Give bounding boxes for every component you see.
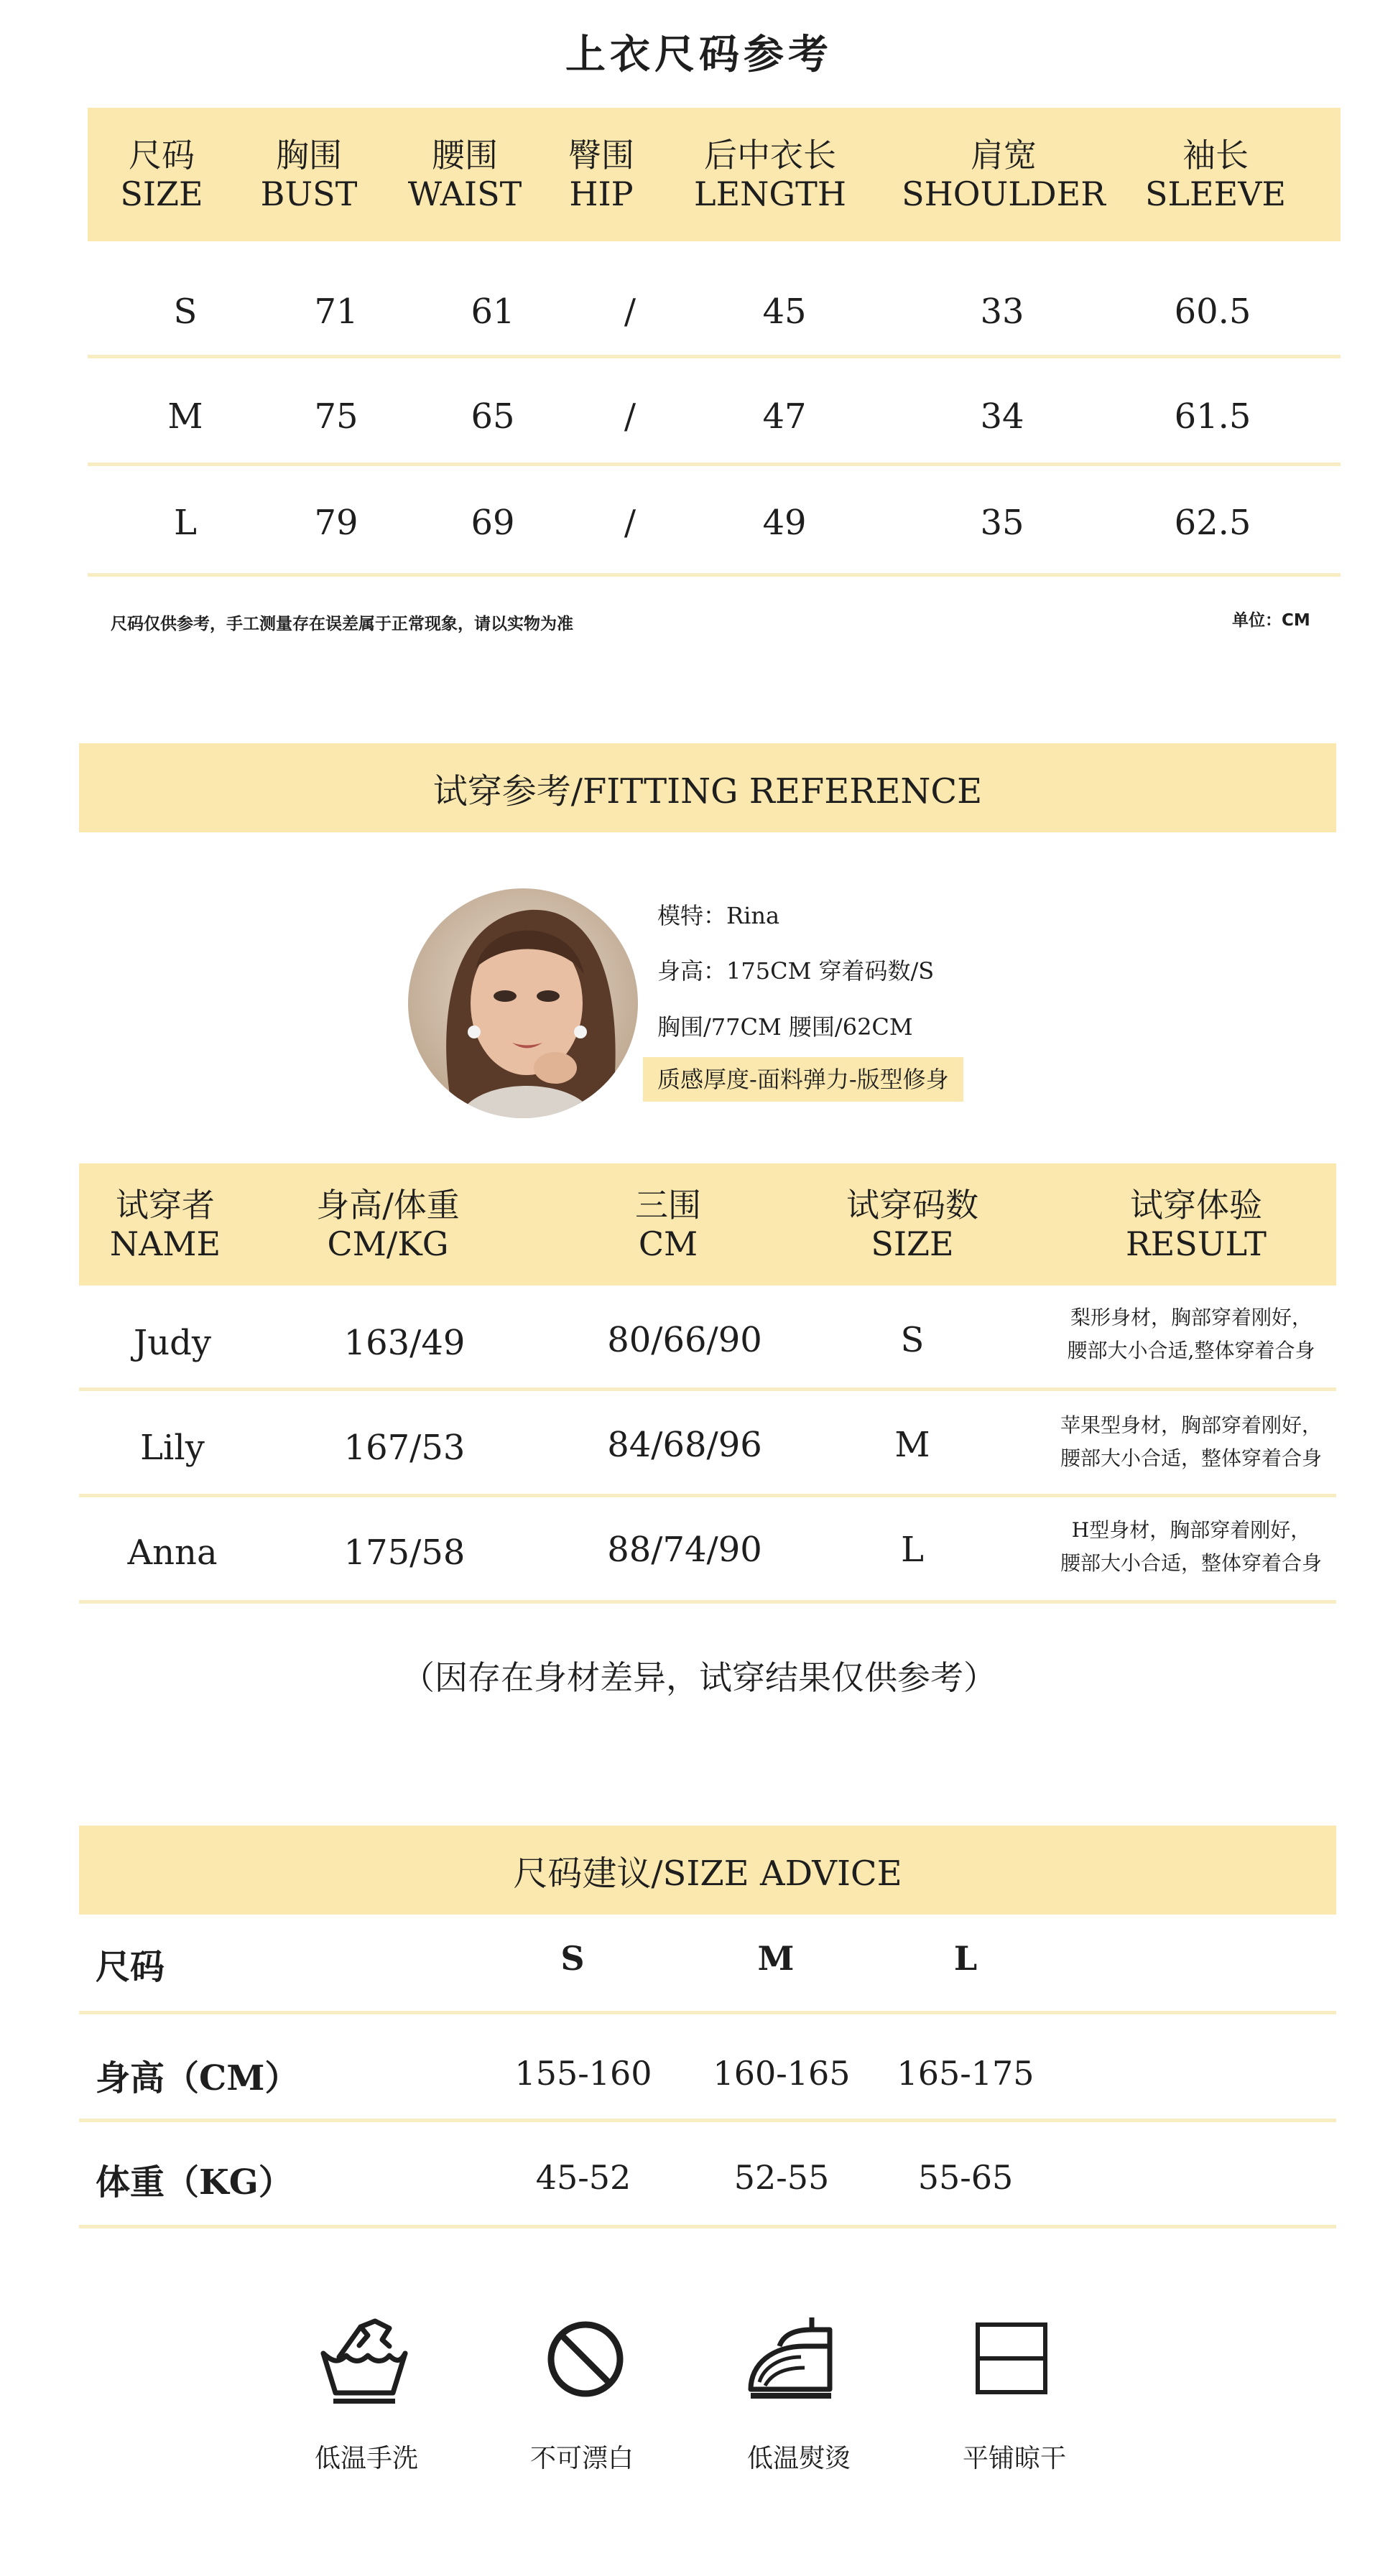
cell-length: 49 (762, 503, 807, 543)
advice-band: 尺码建议/SIZE ADVICE (79, 1826, 1336, 1915)
advice-height-m: 160-165 (713, 2054, 851, 2093)
row-divider (88, 355, 1341, 358)
cell-measurements: 84/68/96 (607, 1425, 762, 1465)
cell-result (1060, 1514, 1322, 1580)
cell-shoulder: 33 (980, 292, 1024, 332)
result-line: 苹果型身材，胸部穿着刚好， (1060, 1413, 1323, 1437)
header-size-en: SIZE (120, 175, 203, 213)
advice-height-s: 155-160 (514, 2054, 652, 2093)
header-bust (244, 108, 374, 241)
cell-size: L (174, 503, 197, 543)
cell-hip: / (624, 396, 636, 437)
header-size (108, 108, 216, 241)
cell-waist: 61 (471, 292, 515, 332)
header-name (86, 1163, 244, 1285)
cell-size: L (901, 1530, 924, 1570)
advice-size-s: S (560, 1939, 585, 1978)
row-divider (79, 2011, 1336, 2014)
cell-waist: 69 (471, 503, 515, 543)
header-result-en: RESULT (1126, 1224, 1267, 1263)
header-hip-zh: 臀围 (568, 136, 634, 175)
cell-size: M (894, 1425, 930, 1465)
header-length-zh: 后中衣长 (704, 136, 836, 175)
header-length (684, 108, 856, 241)
row-divider (88, 462, 1341, 466)
cell-bust: 79 (314, 503, 358, 543)
row-divider (79, 1494, 1336, 1497)
advice-weight-m: 52-55 (733, 2158, 830, 2197)
cell-size: M (167, 396, 203, 437)
hand-wash-icon (318, 2314, 411, 2407)
header-try-size (833, 1163, 991, 1285)
header-waist-en: WAIST (407, 175, 522, 213)
advice-weight-l: 55-65 (917, 2158, 1014, 2197)
row-divider (79, 1387, 1336, 1391)
cell-name: Judy (134, 1323, 211, 1363)
header-try-size-zh: 试穿码数 (846, 1186, 978, 1224)
cell-height-weight: 175/58 (343, 1533, 466, 1573)
cell-name: Lily (140, 1428, 205, 1468)
fitting-header (79, 1163, 1336, 1285)
header-waist-zh: 腰围 (432, 136, 498, 175)
cell-length: 45 (762, 292, 807, 332)
dry-flat-icon (973, 2314, 1067, 2407)
row-divider (79, 1600, 1336, 1604)
header-try-size-en: SIZE (871, 1224, 954, 1263)
cell-shoulder: 35 (980, 503, 1024, 543)
cell-sleeve: 60.5 (1174, 292, 1251, 332)
unit-label: 单位：CM (1232, 611, 1310, 630)
fitting-band: 试穿参考/FITTING REFERENCE (79, 743, 1336, 832)
result-line: 梨形身材，胸部穿着刚好， (1070, 1306, 1312, 1329)
header-bust-en: BUST (260, 175, 358, 213)
cell-sleeve: 62.5 (1174, 503, 1251, 543)
header-sleeve-en: SLEEVE (1144, 175, 1287, 213)
header-name-zh: 试穿者 (116, 1186, 215, 1224)
advice-height-l: 165-175 (897, 2054, 1034, 2093)
header-measurements-zh: 三围 (635, 1186, 701, 1224)
cell-name: Anna (127, 1533, 218, 1573)
header-height-weight (295, 1163, 481, 1285)
cell-sleeve: 61.5 (1174, 396, 1251, 437)
model-height: 身高：175CM 穿着码数/S (657, 957, 935, 985)
cell-size: S (900, 1320, 925, 1360)
size-chart-title: 上衣尺码参考 (565, 31, 833, 78)
result-line: H型身材，胸部穿着刚好， (1071, 1518, 1311, 1542)
advice-label-height: 身高（CM） (96, 2058, 300, 2098)
row-divider (79, 2119, 1336, 2122)
row-divider (79, 2225, 1336, 2228)
header-shoulder-zh: 肩宽 (971, 136, 1037, 175)
cell-bust: 71 (314, 292, 358, 332)
cell-hip: / (624, 503, 636, 543)
size-note: 尺码仅供参考，手工测量存在误差属于正常现象，请以实物为准 (111, 615, 573, 633)
low-iron-label: 低温熨烫 (746, 2444, 851, 2473)
header-sleeve-zh: 袖长 (1182, 136, 1249, 175)
header-height-weight-zh: 身高/体重 (316, 1186, 460, 1224)
header-height-weight-en: CM/KG (327, 1224, 449, 1263)
header-sleeve (1137, 108, 1295, 241)
header-waist (397, 108, 533, 241)
row-divider (88, 573, 1341, 577)
hand-wash-label: 低温手洗 (314, 2444, 419, 2473)
cell-shoulder: 34 (980, 396, 1024, 437)
advice-weight-s: 45-52 (535, 2158, 631, 2197)
header-result-zh: 试穿体验 (1130, 1186, 1262, 1224)
cell-size: S (173, 292, 198, 332)
model-name: 模特：Rina (657, 902, 780, 929)
header-measurements (596, 1163, 740, 1285)
fitting-disclaimer: （因存在身材差异，试穿结果仅供参考） (402, 1658, 996, 1697)
no-bleach-icon (540, 2314, 634, 2407)
cell-result (1068, 1301, 1315, 1367)
header-name-en: NAME (109, 1224, 221, 1263)
cell-result (1060, 1409, 1322, 1475)
result-line: 腰部大小合适，整体穿着合身 (1060, 1551, 1323, 1575)
header-size-zh: 尺码 (129, 136, 195, 175)
model-tag: 质感厚度-面料弹力-版型修身 (643, 1057, 963, 1102)
low-iron-icon (744, 2314, 837, 2407)
result-line: 腰部大小合适,整体穿着合身 (1067, 1339, 1315, 1362)
advice-size-l: L (953, 1939, 978, 1978)
cell-measurements: 88/74/90 (607, 1530, 762, 1570)
advice-label-size: 尺码 (96, 1947, 165, 1987)
header-hip-en: HIP (569, 175, 634, 213)
size-chart-header (88, 108, 1341, 241)
result-line: 腰部大小合适，整体穿着合身 (1060, 1446, 1323, 1470)
header-measurements-en: CM (638, 1224, 698, 1263)
header-shoulder (896, 108, 1111, 241)
header-length-en: LENGTH (694, 175, 846, 213)
model-avatar (408, 888, 638, 1118)
header-shoulder-en: SHOULDER (902, 175, 1106, 213)
cell-bust: 75 (314, 396, 358, 437)
advice-label-weight: 体重（KG） (96, 2162, 293, 2203)
cell-waist: 65 (471, 396, 515, 437)
advice-size-m: M (757, 1939, 795, 1978)
dry-flat-label: 平铺晾干 (962, 2444, 1067, 2473)
model-measure: 胸围/77CM 腰围/62CM (657, 1013, 913, 1041)
header-bust-zh: 胸围 (276, 136, 342, 175)
cell-hip: / (624, 292, 636, 332)
header-hip (555, 108, 648, 241)
no-bleach-label: 不可漂白 (529, 2444, 634, 2473)
cell-measurements: 80/66/90 (607, 1320, 762, 1360)
cell-height-weight: 167/53 (343, 1428, 466, 1468)
cell-height-weight: 163/49 (343, 1323, 466, 1363)
cell-length: 47 (762, 396, 807, 437)
header-result (1114, 1163, 1279, 1285)
